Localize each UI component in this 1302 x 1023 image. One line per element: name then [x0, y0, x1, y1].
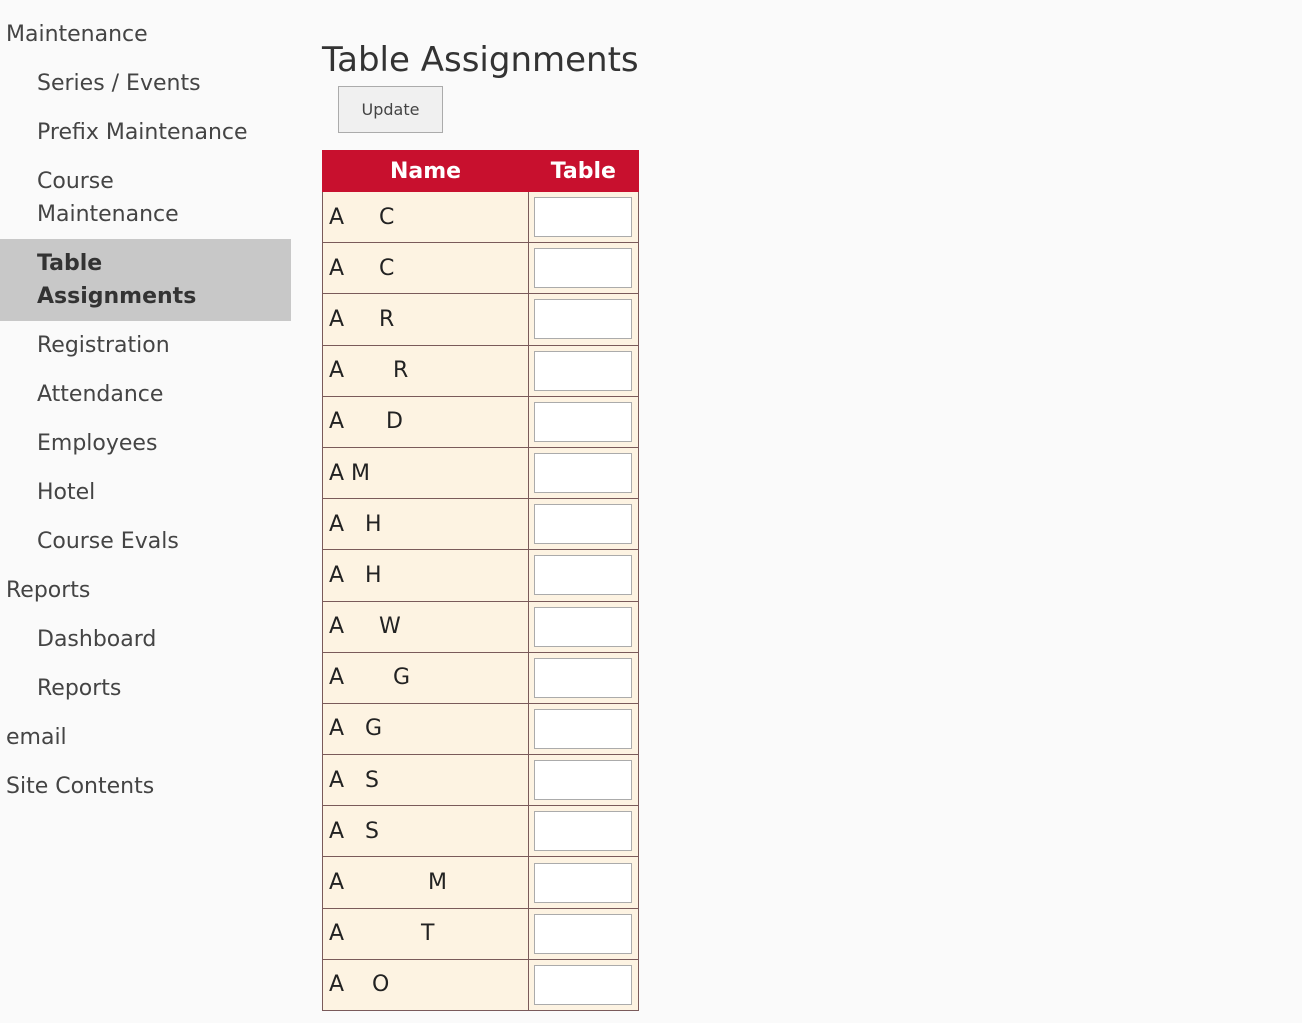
table-number-input[interactable] [534, 504, 632, 544]
nav-item-prefix-maintenance[interactable]: Prefix Maintenance [37, 120, 248, 145]
table-row [323, 806, 639, 857]
table-number-cell [529, 499, 639, 550]
nav-item-dashboard[interactable]: Dashboard [37, 627, 157, 652]
table-row [323, 652, 639, 703]
attendee-name: A H [323, 550, 529, 601]
table-number-input[interactable] [534, 351, 632, 391]
table-number-cell [529, 192, 639, 243]
table-number-cell [529, 243, 639, 294]
nav-item-course-maintenance[interactable] [0, 157, 291, 239]
nav-item-attendance[interactable]: Attendance [37, 382, 164, 407]
table-number-input[interactable] [534, 914, 632, 954]
table-number-input[interactable] [534, 965, 632, 1005]
attendee-name: A S [323, 806, 529, 857]
table-number-cell [529, 908, 639, 959]
table-number-cell [529, 396, 639, 447]
table-row [323, 499, 639, 550]
table-number-cell [529, 755, 639, 806]
table-row [323, 908, 639, 959]
attendee-name: A H [323, 499, 529, 550]
nav-item-maintenance[interactable]: Maintenance [6, 22, 148, 47]
column-header-table: Table [529, 151, 639, 192]
table-number-input[interactable] [534, 248, 632, 288]
table-row [323, 294, 639, 345]
attendee-name: A S [323, 755, 529, 806]
table-row [323, 243, 639, 294]
nav-item-registration[interactable]: Registration [37, 333, 170, 358]
table-body [323, 192, 639, 1011]
nav-item-site-contents[interactable]: Site Contents [6, 774, 155, 799]
table-number-input[interactable] [534, 811, 632, 851]
table-number-cell [529, 703, 639, 754]
nav-item-email[interactable]: email [6, 725, 67, 750]
table-number-cell [529, 652, 639, 703]
table-row [323, 601, 639, 652]
table-number-input[interactable] [534, 863, 632, 903]
attendee-name: A T [323, 908, 529, 959]
attendee-name: A M [323, 447, 529, 498]
attendee-name: A R [323, 345, 529, 396]
table-number-cell [529, 550, 639, 601]
nav-item-hotel[interactable]: Hotel [37, 480, 96, 505]
table-number-input[interactable] [534, 402, 632, 442]
table-number-input[interactable] [534, 658, 632, 698]
attendee-name: A M [323, 857, 529, 908]
table-row [323, 857, 639, 908]
table-number-input[interactable] [534, 453, 632, 493]
page-title: Table Assignments [322, 40, 639, 80]
table-number-cell [529, 806, 639, 857]
nav-item-reports-header[interactable]: Reports [6, 578, 91, 603]
attendee-name: A C [323, 243, 529, 294]
column-header-name: Name [323, 151, 529, 192]
table-number-cell [529, 959, 639, 1010]
table-row [323, 959, 639, 1010]
nav-item-course-maintenance-line2: Maintenance [37, 202, 179, 227]
table-number-cell [529, 601, 639, 652]
table-row [323, 703, 639, 754]
attendee-name: A G [323, 652, 529, 703]
table-assignments-grid [322, 150, 639, 1011]
attendee-name: A G [323, 703, 529, 754]
nav-item-reports[interactable]: Reports [37, 676, 122, 701]
table-number-cell [529, 857, 639, 908]
table-number-cell [529, 447, 639, 498]
table-header-row [323, 151, 639, 192]
nav-item-course-evals[interactable]: Course Evals [37, 529, 179, 554]
table-number-cell [529, 294, 639, 345]
table-number-input[interactable] [534, 709, 632, 749]
table-row [323, 192, 639, 243]
attendee-name: A C [323, 192, 529, 243]
attendee-name: A W [323, 601, 529, 652]
table-number-cell [529, 345, 639, 396]
nav-item-table-assignments[interactable] [0, 239, 291, 321]
attendee-name: A R [323, 294, 529, 345]
table-number-input[interactable] [534, 299, 632, 339]
main-content [322, 38, 639, 998]
nav-item-table-assignments-line1: Table [37, 251, 103, 276]
update-button[interactable]: Update [338, 86, 443, 133]
table-row [323, 447, 639, 498]
table-number-input[interactable] [534, 197, 632, 237]
table-number-input[interactable] [534, 555, 632, 595]
table-number-input[interactable] [534, 607, 632, 647]
table-row [323, 396, 639, 447]
nav-item-course-maintenance-line1: Course [37, 169, 114, 194]
table-row [323, 550, 639, 601]
table-number-input[interactable] [534, 760, 632, 800]
nav-item-table-assignments-line2: Assignments [37, 284, 197, 309]
nav-item-series-events[interactable]: Series / Events [37, 71, 201, 96]
left-navigation [0, 10, 291, 811]
attendee-name: A O [323, 959, 529, 1010]
table-row [323, 755, 639, 806]
attendee-name: A D [323, 396, 529, 447]
nav-item-employees[interactable]: Employees [37, 431, 158, 456]
table-row [323, 345, 639, 396]
